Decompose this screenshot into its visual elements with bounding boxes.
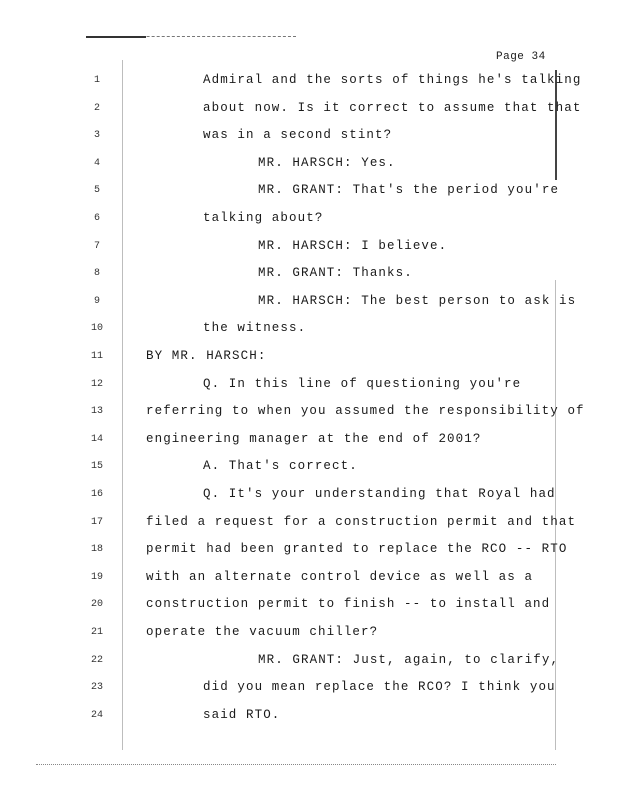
line-text: with an alternate control device as well as a <box>146 569 534 584</box>
transcript-line <box>0 515 618 535</box>
transcript-line <box>0 101 618 121</box>
transcript-line <box>0 597 618 617</box>
line-text: Admiral and the sorts of things he's talking <box>203 73 582 87</box>
line-text: Q. In this line of questioning you're <box>203 376 522 391</box>
transcript-line <box>0 349 618 369</box>
transcript-line <box>0 321 618 341</box>
transcript-line <box>0 653 618 673</box>
line-text: Q. It's your understanding that Royal had <box>203 487 556 501</box>
line-number: 1 <box>93 75 100 86</box>
page-number: Page 34 <box>496 51 546 63</box>
line-number: 17 <box>90 516 103 528</box>
transcript-line <box>0 211 618 231</box>
line-number: 8 <box>93 268 100 280</box>
line-number: 11 <box>90 351 103 362</box>
line-number: 20 <box>90 599 103 611</box>
transcript-line <box>0 156 618 176</box>
transcript-line <box>0 239 618 259</box>
line-text: MR. GRANT: Thanks. <box>258 266 413 281</box>
line-number: 2 <box>93 102 100 114</box>
line-text: said RTO. <box>203 707 281 722</box>
transcript-line <box>0 708 618 728</box>
line-number: 18 <box>90 544 103 556</box>
line-text: MR. HARSCH: I believe. <box>258 238 448 253</box>
line-number: 4 <box>93 157 100 169</box>
line-text: operate the vacuum chiller? <box>146 625 379 639</box>
transcript-line <box>0 680 618 700</box>
line-text: about now. Is it correct to assume that that <box>203 100 582 115</box>
transcript-line <box>0 487 618 507</box>
transcript-line <box>0 128 618 148</box>
line-text: did you mean replace the RCO? I think you <box>203 680 556 695</box>
transcript-line <box>0 266 618 286</box>
line-number: 10 <box>90 323 103 335</box>
line-number: 9 <box>93 295 100 307</box>
line-text: MR. HARSCH: Yes. <box>258 155 396 170</box>
line-text: A. That's correct. <box>203 459 358 474</box>
transcript-line <box>0 377 618 397</box>
transcript-line <box>0 432 618 452</box>
line-text: MR. GRANT: Just, again, to clarify, <box>258 652 560 667</box>
transcript-line <box>0 294 618 314</box>
line-text: filed a request for a construction permit and that <box>146 514 577 529</box>
line-text: was in a second stint? <box>203 128 393 143</box>
line-text: the witness. <box>203 321 307 336</box>
line-text: permit had been granted to replace the RCO -- RTO <box>146 542 568 557</box>
line-text: talking about? <box>203 211 324 225</box>
line-number: 16 <box>90 489 103 500</box>
transcript-line <box>0 625 618 645</box>
line-text: engineering manager at the end of 2001? <box>146 431 482 446</box>
line-number: 24 <box>90 709 103 721</box>
transcript-line <box>0 404 618 424</box>
line-number: 14 <box>90 433 103 445</box>
line-text: construction permit to finish -- to install and <box>146 597 551 612</box>
transcript-line <box>0 459 618 479</box>
footer-rule <box>36 764 556 765</box>
line-number: 19 <box>90 571 103 583</box>
line-number: 6 <box>93 213 100 224</box>
line-number: 22 <box>90 654 103 666</box>
header-rule-solid <box>86 36 146 38</box>
transcript-line <box>0 183 618 203</box>
line-number: 13 <box>90 406 103 418</box>
transcript-line <box>0 73 618 93</box>
transcript-line <box>0 542 618 562</box>
line-text: referring to when you assumed the responsibility of <box>146 404 585 419</box>
line-number: 15 <box>90 461 103 473</box>
line-number: 21 <box>90 627 103 638</box>
line-text: MR. HARSCH: The best person to ask is <box>258 293 577 308</box>
line-number: 12 <box>90 378 103 390</box>
line-text: BY MR. HARSCH: <box>146 349 267 363</box>
line-number: 23 <box>90 682 103 694</box>
line-number: 5 <box>93 185 100 197</box>
line-text: MR. GRANT: That's the period you're <box>258 183 560 198</box>
line-number: 7 <box>93 240 100 252</box>
line-number: 3 <box>93 130 100 142</box>
transcript-line <box>0 570 618 590</box>
